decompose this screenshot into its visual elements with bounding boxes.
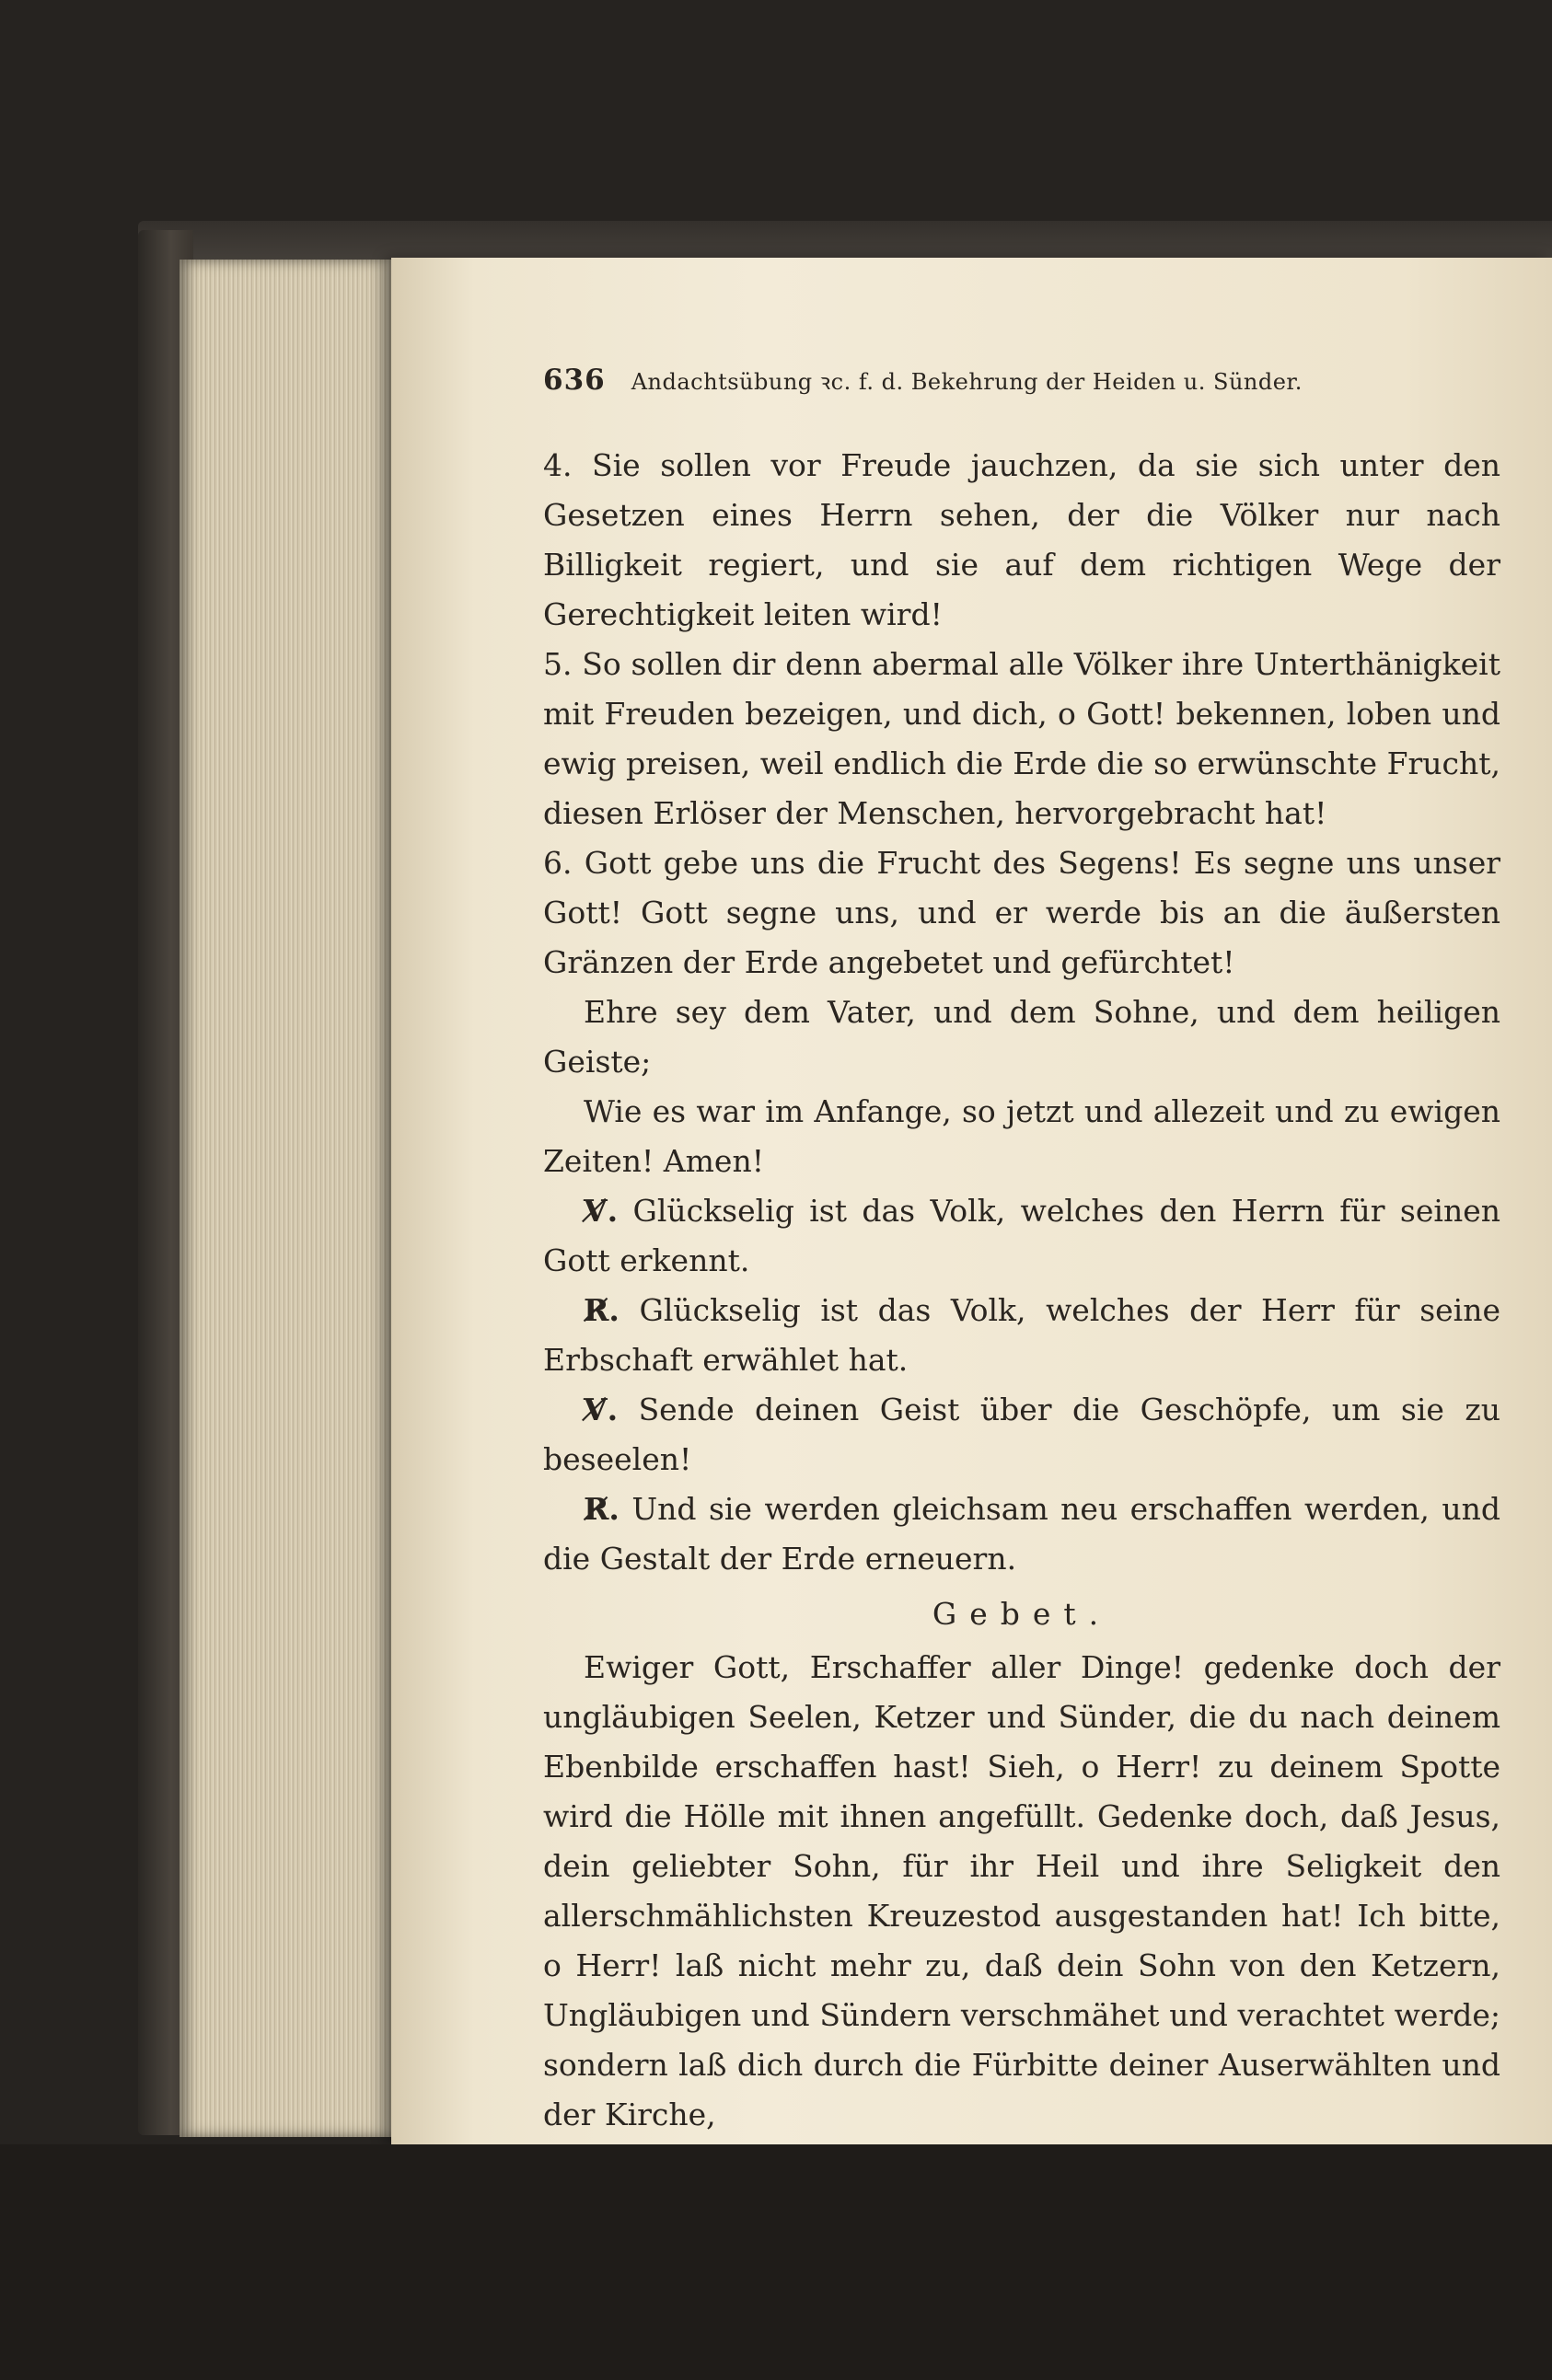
- response-mark: R̸.: [584, 1491, 620, 1527]
- page-edges: [180, 260, 391, 2137]
- verse-4: 4. Sie sollen vor Freude jauchzen, da sie sich unter den Gesetzen eines Herrn sehen, der die Völker nur nach Billigkeit regiert, und sie auf dem richtigen Wege der Gerechtigkeit leiten wird!: [543, 447, 1500, 632]
- prayer-text: Ewiger Gott, Erschaffer aller Dinge! gedenke doch der ungläubigen Seelen, Ketzer und Sünder, die du nach deinem Ebenbilde erschaffen hast! Sieh, o Herr! zu deinem Spotte wird die Hölle mit ihnen angefüllt. Gedenke doch, daß Jesus, dein geliebter Sohn, für ihr Heil und ihre Seligkeit den allerschmählichsten Kreuzestod ausgestanden hat! Ich bitte, o Herr! laß nicht mehr zu, daß dein Sohn von den Ketzern, Ungläubigen und Sündern verschmähet und verachtet werde; sondern laß dich durch die Fürbitte deiner Auserwählten und der Kirche,: [543, 1649, 1500, 2132]
- response-2: [543, 1485, 1500, 1584]
- background-bottom: [0, 2144, 1552, 2380]
- versicle-1: [543, 1186, 1500, 1286]
- versicle-text: Sende deinen Geist über die Geschöpfe, um sie zu beseelen!: [543, 1392, 1500, 1477]
- versicle-2: [543, 1385, 1500, 1485]
- gloria-patri-line-1: Ehre sey dem Vater, und dem Sohne, und dem heiligen Geiste;: [543, 994, 1500, 1080]
- verse-6: 6. Gott gebe uns die Frucht des Segens! Es segne uns unser Gott! Gott segne uns, und er werde bis an die äußersten Gränzen der Erde angebetet und gefürchtet!: [543, 845, 1500, 980]
- versicle-text: Glückselig ist das Volk, welches den Herrn für seinen Gott erkennt.: [543, 1193, 1500, 1278]
- gloria-patri-line-2: Wie es war im Anfange, so jetzt und allezeit und zu ewigen Zeiten! Amen!: [543, 1093, 1500, 1179]
- response-1: [543, 1286, 1500, 1385]
- response-text: Und sie werden gleichsam neu erschaffen werden, und die Gestalt der Erde erneuern.: [543, 1491, 1500, 1577]
- page-header: [543, 364, 1500, 400]
- versicle-mark: V̸.: [584, 1193, 619, 1229]
- response-text: Glückselig ist das Volk, welches der Herr für seine Erbschaft erwählet hat.: [543, 1292, 1500, 1378]
- running-head: Andachtsübung ꝛc. f. d. Bekehrung der Heiden u. Sünder.: [631, 369, 1303, 395]
- page-text: [543, 364, 1500, 2140]
- prayer-heading: Gebet.: [932, 1596, 1112, 1632]
- response-mark: R̸.: [584, 1292, 620, 1328]
- page-number: 636: [543, 364, 606, 397]
- verse-5: 5. So sollen dir denn abermal alle Völker ihre Unterthänigkeit mit Freuden bezeigen, und dich, o Gott! bekennen, loben und ewig preisen, weil endlich die Erde die so erwünschte Frucht, diesen Erlöser der Menschen, hervorgebracht hat!: [543, 646, 1500, 831]
- versicle-mark: V̸.: [584, 1392, 619, 1427]
